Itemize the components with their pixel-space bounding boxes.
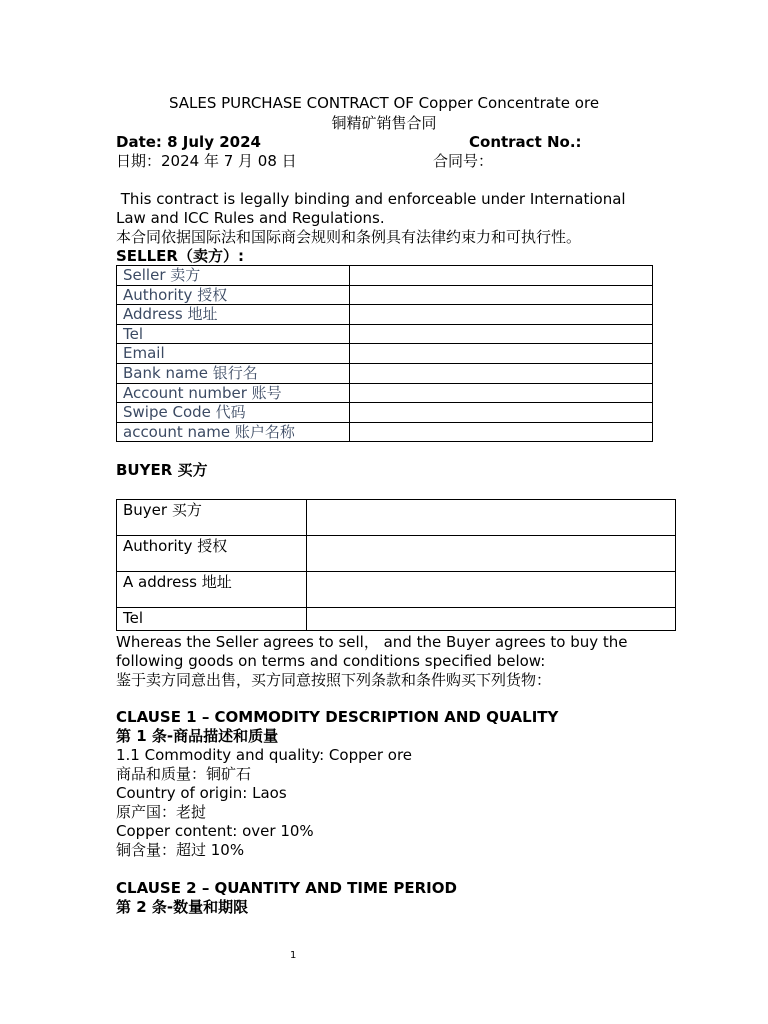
clause-2-heading: CLAUSE 2 – QUANTITY AND TIME PERIOD	[116, 879, 457, 897]
table-row	[117, 285, 653, 305]
clause-1-heading: CLAUSE 1 – COMMODITY DESCRIPTION AND QUALITY	[116, 708, 559, 726]
buyer-field-label: Buyer 买方	[117, 500, 307, 536]
seller-field-label: Address 地址	[117, 305, 350, 325]
seller-field-label: Email	[117, 344, 350, 364]
table-row	[117, 500, 676, 536]
seller-field-label: Swipe Code 代码	[117, 403, 350, 423]
buyer-field-label: Tel	[117, 608, 307, 631]
buyer-field-label: A address 地址	[117, 572, 307, 608]
table-row	[117, 383, 653, 403]
seller-field-label: Bank name 银行名	[117, 363, 350, 383]
seller-table	[116, 265, 653, 442]
buyer-heading: BUYER 买方	[116, 461, 208, 479]
whereas-cn: 鉴于卖方同意出售，买方同意按照下列条款和条件购买下列货物：	[116, 671, 552, 689]
seller-field-label: Tel	[117, 324, 350, 344]
buyer-field-value[interactable]	[306, 608, 675, 631]
seller-field-value[interactable]	[349, 285, 652, 305]
page-number: 1	[290, 950, 297, 961]
seller-field-value[interactable]	[349, 422, 652, 442]
seller-field-label: Seller 卖方	[117, 266, 350, 286]
table-row	[117, 344, 653, 364]
table-row	[117, 536, 676, 572]
seller-heading: SELLER（卖方）:	[116, 247, 244, 265]
table-row	[117, 305, 653, 325]
seller-field-value[interactable]	[349, 266, 652, 286]
contract-no-label: Contract No.:	[469, 133, 582, 151]
seller-field-label: Authority 授权	[117, 285, 350, 305]
clause-1-heading-cn: 第 1 条-商品描述和质量	[116, 727, 279, 745]
table-row	[117, 608, 676, 631]
buyer-field-value[interactable]	[306, 536, 675, 572]
table-row	[117, 324, 653, 344]
buyer-table	[116, 499, 676, 631]
seller-field-value[interactable]	[349, 324, 652, 344]
table-row	[117, 422, 653, 442]
whereas-line-1: Whereas the Seller agrees to sell， and the Buyer agrees to buy the	[116, 633, 628, 651]
clause-1-origin-cn: 原产国：老挝	[116, 803, 207, 821]
contract-title-cn: 铜精矿销售合同	[331, 114, 437, 132]
clause-1-content: Copper content: over 10%	[116, 822, 314, 840]
table-row	[117, 266, 653, 286]
clause-1-commodity: 1.1 Commodity and quality: Copper ore	[116, 746, 413, 764]
date-label: Date: 8 July 2024	[116, 133, 261, 151]
buyer-field-value[interactable]	[306, 572, 675, 608]
buyer-field-label: Authority 授权	[117, 536, 307, 572]
seller-field-label: Account number 账号	[117, 383, 350, 403]
clause-2-heading-cn: 第 2 条-数量和期限	[116, 898, 249, 916]
table-row	[117, 403, 653, 423]
date-cn: 日期：2024 年 7 月 08 日	[116, 152, 297, 170]
seller-field-label: account name 账户名称	[117, 422, 350, 442]
table-row	[117, 572, 676, 608]
intro-line-2: Law and ICC Rules and Regulations.	[116, 209, 385, 227]
seller-field-value[interactable]	[349, 344, 652, 364]
intro-line-1: This contract is legally binding and enforceable under International	[116, 190, 626, 208]
table-row	[117, 363, 653, 383]
seller-field-value[interactable]	[349, 305, 652, 325]
clause-1-origin: Country of origin: Laos	[116, 784, 287, 802]
seller-field-value[interactable]	[349, 383, 652, 403]
contract-no-cn: 合同号：	[433, 152, 494, 170]
clause-1-commodity-cn: 商品和质量：铜矿石	[116, 765, 252, 783]
buyer-field-value[interactable]	[306, 500, 675, 536]
whereas-line-2: following goods on terms and conditions specified below:	[116, 652, 546, 670]
contract-title: SALES PURCHASE CONTRACT OF Copper Concentrate ore	[168, 94, 600, 112]
clause-1-content-cn: 铜含量：超过 10%	[116, 841, 245, 859]
intro-cn: 本合同依据国际法和国际商会规则和条例具有法律约束力和可执行性。	[116, 228, 582, 246]
seller-field-value[interactable]	[349, 403, 652, 423]
seller-field-value[interactable]	[349, 363, 652, 383]
